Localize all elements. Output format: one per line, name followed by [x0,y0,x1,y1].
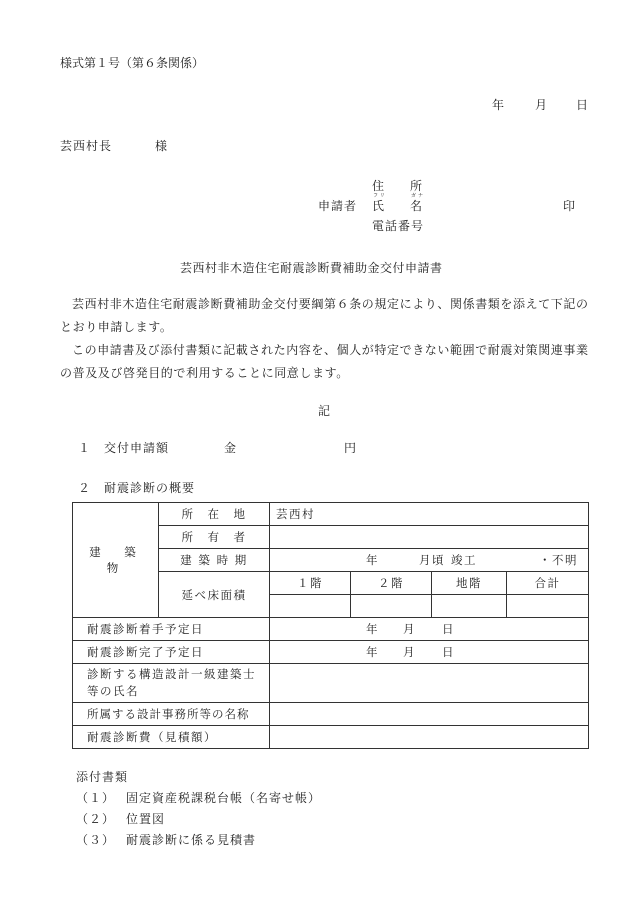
address-label-part1: 住 [372,179,385,193]
overview-table [72,502,589,749]
diag-start-year: 年 [366,622,379,636]
diag-start-month: 月 [403,622,416,636]
floor-area-label: 延べ床面積 [159,572,270,618]
floor-value-1 [270,595,351,618]
address-label-part2: 所 [410,179,423,193]
architect-label: 診断する構造設計一級建築士等の氏名 [73,664,270,703]
section1-label: １ 交付申請額 [78,441,170,455]
build-date-label: 建 築 時 期 [159,549,270,572]
seal-mark: 印 [563,199,576,213]
currency-suffix: 円 [344,441,357,455]
diag-end-day: 日 [442,645,455,659]
attachment-item [76,789,321,806]
building-label: 建 築 物 [73,503,159,618]
floor-value-2 [351,595,432,618]
currency-prefix: 金 [224,441,237,455]
floor-value-3 [432,595,507,618]
diag-start-label: 耐震診断着手予定日 [73,618,270,641]
addressee: 芸西村長 [60,139,113,153]
attachment-number: （１） [76,791,116,805]
build-unknown-label: ・不明 [539,553,578,567]
furigana-part1: フリ [373,193,387,199]
build-month-approx-label: 月頃 [419,553,445,567]
diag-end-year: 年 [366,645,379,659]
section2-label: ２ 耐震診断の概要 [78,481,196,495]
diag-end-month: 月 [403,645,416,659]
ki-heading: 記 [318,404,331,418]
attachment-number: （３） [76,833,116,847]
date-day-label: 日 [576,98,589,112]
floor-column-1: １階 [270,572,351,595]
phone-label: 電話番号 [372,219,425,233]
diag-start-value [270,618,589,641]
office-value [270,703,589,726]
diag-end-label: 耐震診断完了予定日 [73,641,270,664]
form-number: 様式第１号（第６条関係） [60,56,205,70]
attachment-text: 耐震診断に係る見積書 [126,833,257,847]
floor-column-4: 合計 [507,572,589,595]
location-value: 芸西村 [270,503,589,526]
name-label-part1: 氏 [372,199,385,213]
furigana-part2: ガナ [411,193,426,199]
cost-label: 耐震診断費（見積額） [73,726,270,749]
document-title: 芸西村非木造住宅耐震診断費補助金交付申請書 [180,261,443,275]
name-label-part2: 名 [410,199,423,213]
attachment-item [76,810,165,827]
body-paragraph-1: 芸西村非木造住宅耐震診断費補助金交付要綱第６条の規定により、関係書類を添えて下記のとおり申請します。 [60,297,589,334]
floor-column-2: ２階 [351,572,432,595]
owner-label: 所 有 者 [159,526,270,549]
architect-value [270,664,589,703]
applicant-label: 申請者 [318,199,358,213]
diag-start-day: 日 [442,622,455,636]
location-label: 所 在 地 [159,503,270,526]
office-label: 所属する設計事務所等の名称 [73,703,270,726]
attachment-text: 固定資産税課税台帳（名寄せ帳） [126,791,322,805]
diag-end-value [270,641,589,664]
attachment-number: （２） [76,812,116,826]
attachment-text: 位置図 [126,812,166,826]
build-date-value [270,549,589,572]
build-completed-label: 竣工 [451,553,477,567]
floor-value-4 [507,595,589,618]
body-paragraph-2: この申請書及び添付書類に記載された内容を、個人が特定できない範囲で耐震対策関連事業の普及及び啓発目的で利用することに同意します。 [60,343,589,380]
attachment-item [76,831,256,848]
addressee-honorific: 様 [155,139,168,153]
cost-value [270,726,589,749]
owner-value [270,526,589,549]
floor-column-3: 地階 [432,572,507,595]
build-year-label: 年 [366,553,379,567]
date-year-label: 年 [492,98,505,112]
date-month-label: 月 [535,98,548,112]
attachments-heading: 添付書類 [76,770,129,784]
